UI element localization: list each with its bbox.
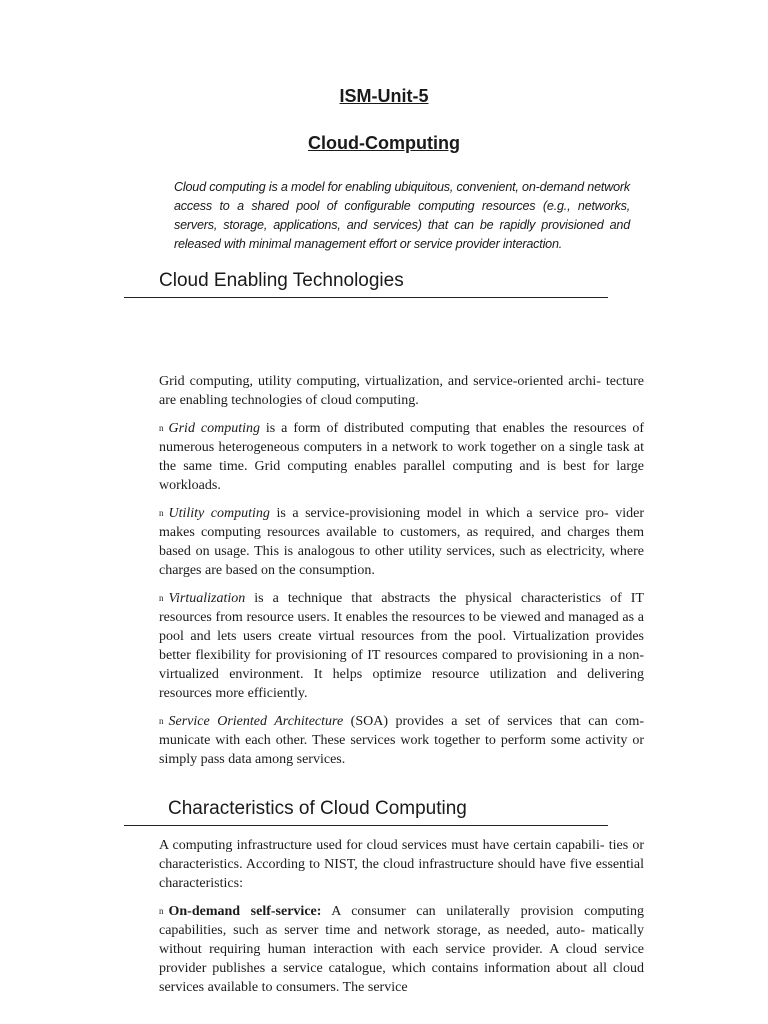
list-item: [159, 589, 644, 703]
bullet-icon: n: [159, 906, 164, 916]
bullet-icon: n: [159, 508, 164, 518]
section-heading-enabling-technologies: [124, 270, 608, 298]
list-item: [159, 712, 644, 769]
bullet-icon: n: [159, 593, 164, 603]
term-description: is a service-provisioning model in which a service pro- vider makes computing resources available to customers, as required, and charges them based on usage. This is analogous to other utility services, such as electricity, where charges are based on the consumption.: [159, 506, 644, 578]
cloud-definition: Cloud computing is a model for enabling ubiquitous, convenient, on-demand network access to a shared pool of configurable computing resources (e.g., networks, servers, storage, applications, and services) that can be rapidly provisioned and released with minimal management effort or service provider interaction.: [174, 180, 630, 251]
list-item: [159, 419, 644, 495]
term-description: A consumer can unilaterally provision computing capabilities, such as server time and network storage, as needed, auto- matically without requiring human interaction with each service provider. A cloud service provider publishes a service catalogue, which contains information about all cloud services available to consumers. The service: [159, 904, 644, 995]
section-intro: Grid computing, utility computing, virtualization, and service-oriented archi- tecture are enabling technologies of cloud computing.: [159, 374, 644, 408]
term-utility-computing: Utility computing: [168, 506, 270, 521]
section-intro: A computing infrastructure used for cloud services must have certain capabili- ties or characteristics. According to NIST, the cloud infrastructure should have five essential characteristics:: [159, 838, 644, 891]
bullet-icon: n: [159, 423, 164, 433]
list-item: [159, 902, 644, 997]
term-virtualization: Virtualization: [168, 591, 246, 606]
document-title: Cloud-Computing: [308, 133, 460, 153]
section-heading-characteristics: [124, 798, 608, 826]
unit-title: ISM-Unit-5: [339, 86, 429, 106]
bullet-icon: n: [159, 716, 164, 726]
term-on-demand-self-service: On-demand self-service:: [168, 904, 322, 919]
characteristics-body: [159, 836, 644, 1006]
term-description: is a form of distributed computing that enables the resources of numerous heterogeneous computers in a network to work together on a single task at the same time. Grid computing enables parallel computing and is best for large workloads.: [159, 421, 644, 493]
section-heading-text: Cloud Enabling Technologies: [159, 270, 404, 291]
term-description: is a technique that abstracts the physical characteristics of IT resources from resource users. It enables the resources to be viewed and managed as a pool and lets users create virtual resources from the pool. Virtualization provides better flexibility for provisioning of IT resources compared to provisioning in a non-virtualized environment. It helps optimize resource utilization and delivering resources more efficiently.: [159, 591, 644, 701]
term-soa: Service Oriented Architecture: [168, 714, 344, 729]
list-item: [159, 504, 644, 580]
term-description: (SOA) provides a set of services that can com- municate with each other. These services work together to perform some activity or simply pass data among services.: [159, 714, 645, 767]
section-heading-text: Characteristics of Cloud Computing: [168, 798, 467, 819]
enabling-technologies-body: [159, 372, 644, 778]
term-grid-computing: Grid computing: [168, 421, 260, 436]
